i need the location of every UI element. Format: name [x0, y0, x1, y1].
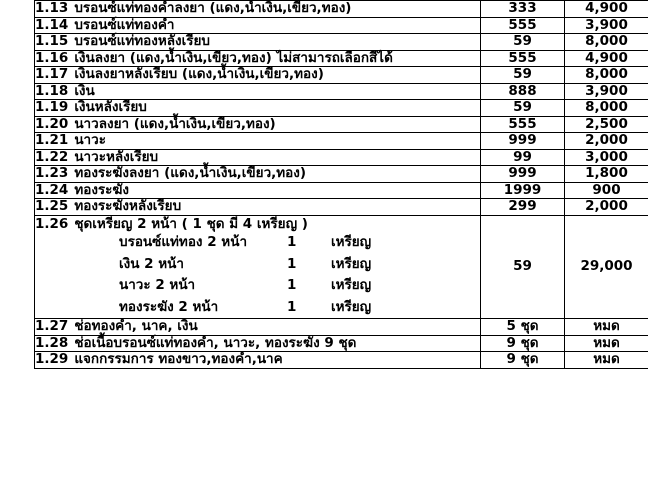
table-row-set: [35, 215, 648, 319]
set-item-unit: เหรียญ: [331, 234, 372, 251]
row-description: [35, 17, 481, 34]
row-qty: 333: [481, 1, 565, 18]
table-row: [35, 17, 648, 34]
price-table-body: [35, 1, 648, 369]
table-row: [35, 34, 648, 51]
list-item: [35, 232, 480, 254]
row-name: เงิน: [74, 82, 95, 99]
row-name: เงินลงยาหลังเรียบ (แดง,น้ำเงิน,เขียว,ทอง): [74, 66, 324, 83]
row-qty: 299: [481, 199, 565, 216]
table-row: [35, 83, 648, 100]
row-number: 1.26: [35, 215, 69, 232]
row-number: 1.29: [35, 351, 69, 368]
row-description: [35, 182, 481, 199]
set-item-unit: เหรียญ: [331, 298, 372, 315]
row-number: 1.27: [35, 318, 69, 335]
row-qty: 555: [481, 116, 565, 133]
row-name: ชุดเหรียญ 2 หน้า ( 1 ชุด มี 4 เหรียญ ): [74, 215, 308, 232]
set-item-label: บรอนซ์แท่ทอง 2 หน้า: [119, 234, 248, 251]
row-price: 8,000: [565, 67, 648, 84]
row-description: [35, 319, 481, 336]
row-price: 900: [565, 182, 648, 199]
row-number: 1.23: [35, 165, 69, 182]
row-name: นาวะหลังเรียบ: [74, 148, 159, 165]
row-description: [35, 34, 481, 51]
row-price: 3,900: [565, 17, 648, 34]
row-description: [35, 50, 481, 67]
row-description: [35, 100, 481, 117]
row-price: 3,000: [565, 149, 648, 166]
set-item-label: ทองระฆัง 2 หน้า: [119, 298, 219, 315]
row-name: ทองระฆัง: [74, 181, 130, 198]
row-name: นาวะ: [74, 132, 106, 149]
row-description: [35, 1, 481, 18]
set-item-label: นาวะ 2 หน้า: [119, 277, 196, 294]
row-qty: 999: [481, 166, 565, 183]
row-number: 1.25: [35, 198, 69, 215]
row-price: 4,900: [565, 1, 648, 18]
row-name: เงินหลังเรียบ: [74, 99, 147, 116]
row-description: [35, 149, 481, 166]
row-qty: 9 ชุด: [481, 352, 565, 369]
row-name: บรอนซ์แท่ทองคำลงยา (แดง,น้ำเงิน,เขียว,ทอง): [74, 0, 352, 16]
price-table: [34, 0, 648, 369]
row-number: 1.16: [35, 49, 69, 66]
row-name: บรอนซ์แท่ทองหลังเรียบ: [74, 33, 210, 50]
row-number: 1.20: [35, 115, 69, 132]
row-qty: 59: [481, 215, 565, 319]
row-description: [35, 352, 481, 369]
row-name: เงินลงยา (แดง,น้ำเงิน,เขียว,ทอง) ไม่สามารถเลือกสีได้: [74, 49, 393, 66]
row-description: [35, 133, 481, 150]
list-item: [35, 297, 480, 319]
table-row: [35, 1, 648, 18]
row-qty: 59: [481, 67, 565, 84]
row-qty: 999: [481, 133, 565, 150]
row-price: 29,000: [565, 215, 648, 319]
row-qty: 555: [481, 17, 565, 34]
row-price: หมด: [565, 335, 648, 352]
row-number: 1.15: [35, 33, 69, 50]
row-name: ทองระฆังหลังเรียบ: [74, 198, 182, 215]
table-row: [35, 199, 648, 216]
row-qty: 99: [481, 149, 565, 166]
row-qty: 555: [481, 50, 565, 67]
table-row: [35, 100, 648, 117]
row-name: ทองระฆังลงยา (แดง,น้ำเงิน,เขียว,ทอง): [74, 165, 307, 182]
row-description: [35, 116, 481, 133]
row-description: [35, 335, 481, 352]
row-name: บรอนซ์แท่ทองคำ: [74, 16, 175, 33]
row-qty: 9 ชุด: [481, 335, 565, 352]
row-qty: 888: [481, 83, 565, 100]
set-item-label: เงิน 2 หน้า: [119, 255, 184, 272]
row-qty: 1999: [481, 182, 565, 199]
row-number: 1.19: [35, 99, 69, 116]
set-item-unit: เหรียญ: [331, 277, 372, 294]
row-price: 2,000: [565, 133, 648, 150]
table-row: [35, 335, 648, 352]
row-price: 3,900: [565, 83, 648, 100]
row-number: 1.21: [35, 132, 69, 149]
row-number: 1.24: [35, 181, 69, 198]
table-row: [35, 352, 648, 369]
set-item-list: [35, 232, 480, 318]
row-qty: 5 ชุด: [481, 319, 565, 336]
set-head: [35, 216, 480, 233]
row-price: 2,500: [565, 116, 648, 133]
row-price: 1,800: [565, 166, 648, 183]
row-number: 1.18: [35, 82, 69, 99]
row-number: 1.22: [35, 148, 69, 165]
row-qty: 59: [481, 34, 565, 51]
table-row: [35, 67, 648, 84]
set-item-count: 1: [287, 255, 297, 272]
table-row: [35, 182, 648, 199]
set-item-unit: เหรียญ: [331, 255, 372, 272]
set-item-count: 1: [287, 298, 297, 315]
row-description: [35, 67, 481, 84]
row-price: หมด: [565, 319, 648, 336]
row-qty: 59: [481, 100, 565, 117]
list-item: [35, 254, 480, 276]
row-name: ช่อทองคำ, นาค, เงิน: [74, 318, 198, 335]
set-description: [35, 215, 481, 319]
set-item-count: 1: [287, 277, 297, 294]
row-name: นาวลงยา (แดง,น้ำเงิน,เขียว,ทอง): [74, 115, 276, 132]
row-number: 1.28: [35, 334, 69, 351]
table-row: [35, 133, 648, 150]
row-price: 4,900: [565, 50, 648, 67]
row-description: [35, 166, 481, 183]
row-description: [35, 83, 481, 100]
row-name: แจกกรรมการ ทองขาว,ทองคำ,นาค: [74, 351, 283, 368]
row-description: [35, 199, 481, 216]
table-row: [35, 166, 648, 183]
row-price: หมด: [565, 352, 648, 369]
row-number: 1.14: [35, 16, 69, 33]
table-row: [35, 116, 648, 133]
row-name: ช่อเนื้อบรอนซ์แท่ทองคำ, นาวะ, ทองระฆัง 9 ชุด: [74, 334, 357, 351]
table-row: [35, 50, 648, 67]
set-item-count: 1: [287, 234, 297, 251]
row-price: 8,000: [565, 34, 648, 51]
row-number: 1.13: [35, 0, 69, 16]
row-number: 1.17: [35, 66, 69, 83]
list-item: [35, 275, 480, 297]
table-row: [35, 319, 648, 336]
row-price: 8,000: [565, 100, 648, 117]
table-row: [35, 149, 648, 166]
row-price: 2,000: [565, 199, 648, 216]
